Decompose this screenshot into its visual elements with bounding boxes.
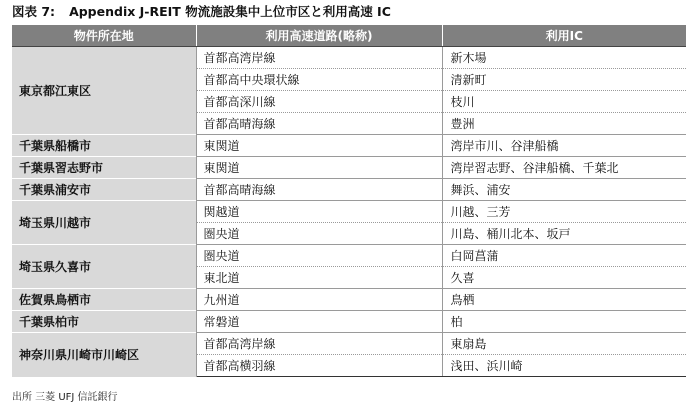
location-cell: 東京都江東区 — [12, 47, 196, 135]
header-ic: 利用IC — [442, 25, 686, 47]
ic-cell: 久喜 — [442, 267, 686, 289]
location-cell: 千葉県浦安市 — [12, 179, 196, 201]
table-row — [12, 333, 686, 355]
ic-cell: 清新町 — [442, 69, 686, 91]
header-location: 物件所在地 — [12, 25, 196, 47]
location-cell: 埼玉県久喜市 — [12, 245, 196, 289]
expressway-cell: 首都高晴海線 — [196, 179, 442, 201]
ic-cell: 東扇島 — [442, 333, 686, 355]
expressway-cell: 東北道 — [196, 267, 442, 289]
source-note: 出所 三菱 UFJ 信託銀行 — [12, 392, 118, 403]
location-cell: 神奈川県川崎市川崎区 — [12, 333, 196, 377]
table-body — [12, 47, 686, 377]
ic-cell: 湾岸市川、谷津船橋 — [442, 135, 686, 157]
table-row — [12, 311, 686, 333]
expressway-cell: 関越道 — [196, 201, 442, 223]
expressway-cell: 圏央道 — [196, 245, 442, 267]
figure-number: 図表 7: — [12, 4, 56, 19]
expressway-cell: 首都高深川線 — [196, 91, 442, 113]
expressway-cell: 九州道 — [196, 289, 442, 311]
ic-cell: 豊洲 — [442, 113, 686, 135]
table-header-row — [12, 25, 686, 47]
ic-cell: 柏 — [442, 311, 686, 333]
ic-cell: 川越、三芳 — [442, 201, 686, 223]
expressway-cell: 首都高湾岸線 — [196, 333, 442, 355]
expressway-cell: 東関道 — [196, 135, 442, 157]
table-row — [12, 289, 686, 311]
expressway-cell: 首都高湾岸線 — [196, 47, 442, 69]
table-row — [12, 245, 686, 267]
ic-cell: 川島、桶川北本、坂戸 — [442, 223, 686, 245]
expressway-cell: 首都高横羽線 — [196, 355, 442, 377]
location-cell: 千葉県船橋市 — [12, 135, 196, 157]
location-cell: 埼玉県川越市 — [12, 201, 196, 245]
expressway-cell: 東関道 — [196, 157, 442, 179]
location-cell: 千葉県習志野市 — [12, 157, 196, 179]
ic-cell: 鳥栖 — [442, 289, 686, 311]
ic-cell: 湾岸習志野、谷津船橋、千葉北 — [442, 157, 686, 179]
expressway-cell: 圏央道 — [196, 223, 442, 245]
ic-cell: 新木場 — [442, 47, 686, 69]
table-row — [12, 47, 686, 69]
ic-cell: 枝川 — [442, 91, 686, 113]
figure-title-text: Appendix J-REIT 物流施設集中上位市区と利用高速 IC — [69, 4, 391, 19]
ic-cell: 舞浜、浦安 — [442, 179, 686, 201]
ic-cell: 白岡菖蒲 — [442, 245, 686, 267]
ic-table — [12, 25, 686, 377]
table-row — [12, 201, 686, 223]
expressway-cell: 首都高晴海線 — [196, 113, 442, 135]
expressway-cell: 首都高中央環状線 — [196, 69, 442, 91]
table-row — [12, 157, 686, 179]
figure-title — [12, 3, 391, 21]
table-row — [12, 179, 686, 201]
header-expressway: 利用高速道路(略称) — [196, 25, 442, 47]
location-cell: 佐賀県鳥栖市 — [12, 289, 196, 311]
location-cell: 千葉県柏市 — [12, 311, 196, 333]
table-row — [12, 135, 686, 157]
ic-cell: 浅田、浜川崎 — [442, 355, 686, 377]
expressway-cell: 常磐道 — [196, 311, 442, 333]
